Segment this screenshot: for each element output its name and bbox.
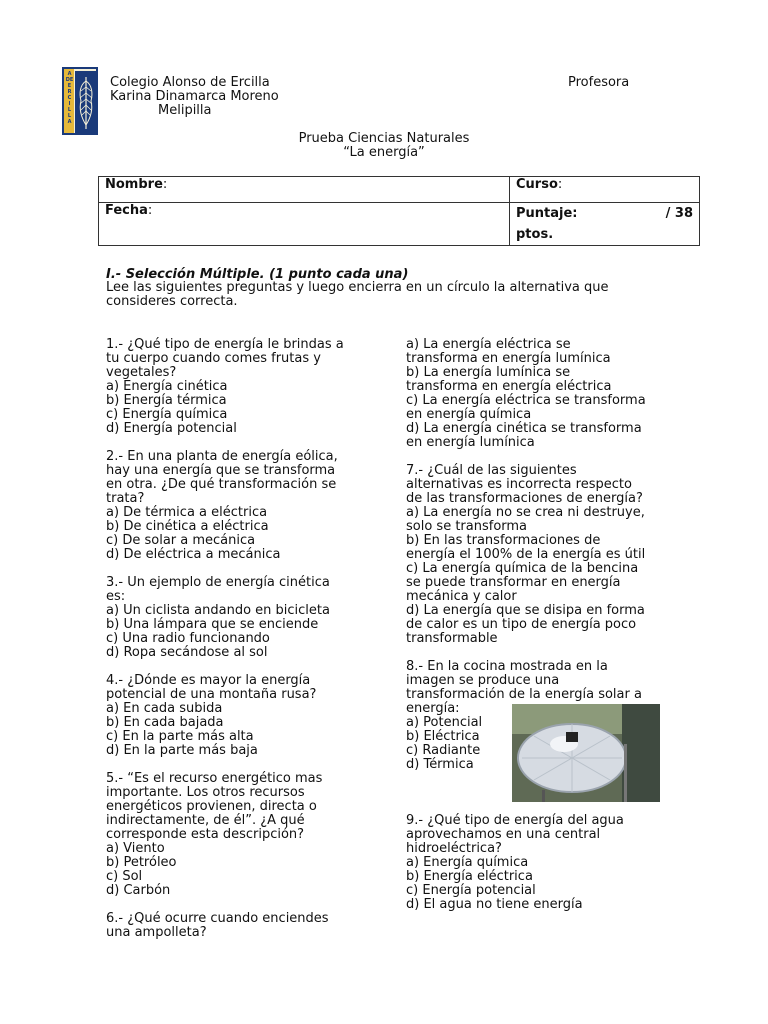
left-column xyxy=(106,338,396,954)
nombre-label: Nombre xyxy=(105,177,163,192)
fecha-cell[interactable] xyxy=(99,203,510,246)
right-column xyxy=(406,338,706,926)
test-subtitle: “La energía” xyxy=(343,145,425,160)
fecha-label: Fecha xyxy=(105,203,148,218)
section-heading: I.- Selección Múltiple. (1 punto cada una) xyxy=(106,267,409,282)
question-8: 8.- En la cocina mostrada en la imagen se produce una transformación de la energía solar a energía: a) Potencial b) Eléctrica c) Radiante d) Térmica xyxy=(406,659,642,772)
puntaje-label: Puntaje: xyxy=(516,206,578,221)
colon: : xyxy=(557,177,563,192)
puntaje-total: / 38 xyxy=(665,206,693,221)
question-6: 6.- ¿Qué ocurre cuando enciendes una ampolleta? xyxy=(106,911,329,940)
question-2: 2.- En una planta de energía eólica, hay una energía que se transforma en otra. ¿De qué transformación se trata? a) De térmica a eléctrica b) De cinética a eléctrica c) De solar a mecánica d) De eléctrica a mecánica xyxy=(106,449,338,562)
school-name: Colegio Alonso de Ercilla xyxy=(110,75,270,90)
question-9: 9.- ¿Qué tipo de energía del agua aprovechamos en una central hidroeléctrica? a) Energía química b) Energía eléctrica c) Energía potencial d) El agua no tiene energía xyxy=(406,813,624,912)
logo-letters: A DE E R C I L L A xyxy=(65,71,74,125)
curso-label: Curso xyxy=(516,177,558,192)
question-6-options: a) La energía eléctrica se transforma en energía lumínica b) La energía lumínica se transforma en energía eléctrica c) La energía eléctrica se transforma en energía química d) La energía cinética se transforma en energía lumínica xyxy=(406,337,646,450)
puntaje-cell[interactable] xyxy=(510,203,700,246)
colon: : xyxy=(162,177,168,192)
question-5: 5.- “Es el recurso energético mas importante. Los otros recursos energéticos provienen, directa o indirectamente, de él”. ¿A qué corresponde esta descripción? a) Viento b) Petróleo c) Sol d) Carbón xyxy=(106,771,323,898)
test-title: Prueba Ciencias Naturales xyxy=(298,131,470,146)
question-4: 4.- ¿Dónde es mayor la energía potencial de una montaña rusa? a) En cada subida b) En cada bajada c) En la parte más alta d) En la parte más baja xyxy=(106,673,317,758)
school-logo xyxy=(62,67,98,135)
curso-cell[interactable] xyxy=(510,177,700,203)
teacher-name: Karina Dinamarca Moreno xyxy=(110,89,279,104)
solar-cooker-image xyxy=(512,704,660,802)
question-7: 7.- ¿Cuál de las siguientes alternativas es incorrecta respecto de las transformaciones de energía? a) La energía no se crea ni destruye, solo se transforma b) En las transformaciones de energía el 100% de la energía es útil c) La energía química de la bencina se puede transformar en energía mecánica y calor d) La energía que se disipa en forma de calor es un tipo de energía poco transformable xyxy=(406,463,646,646)
teacher-role: Profesora xyxy=(568,75,630,90)
leaf-icon xyxy=(75,71,97,133)
puntaje-unit: ptos. xyxy=(516,227,554,242)
nombre-cell[interactable] xyxy=(99,177,510,203)
city-name: Melipilla xyxy=(158,103,212,118)
question-1: 1.- ¿Qué tipo de energía le brindas a tu cuerpo cuando comes frutas y vegetales? a) Energía cinética b) Energía térmica c) Energía química d) Energía potencial xyxy=(106,337,344,436)
question-3: 3.- Un ejemplo de energía cinética es: a) Un ciclista andando en bicicleta b) Una lámpara que se enciende c) Una radio funcionando d) Ropa secándose al sol xyxy=(106,575,330,660)
colon: : xyxy=(147,203,153,218)
student-info-table xyxy=(98,176,700,246)
section-instructions: Lee las siguientes preguntas y luego encierra en un círculo la alternativa que consideres correcta. xyxy=(106,280,609,309)
